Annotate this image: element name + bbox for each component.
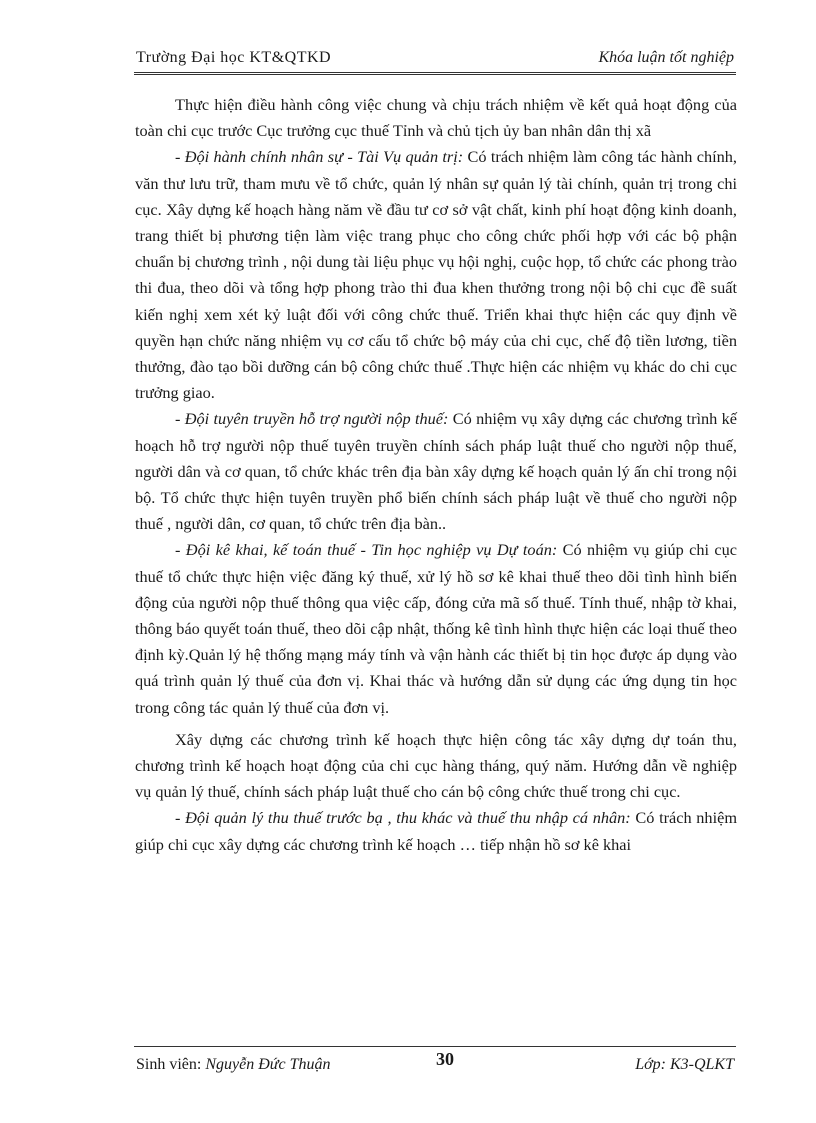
student-label: Sinh viên:: [136, 1056, 202, 1073]
document-body: [135, 92, 737, 858]
school-name: Trường Đại học KT&QTKD: [136, 49, 332, 66]
paragraph-text: Xây dựng các chương trình kế hoạch thực hiện công tác xây dựng dự toán thu, chương trình kế hoạch hoạt động của chi cục hàng tháng, quý năm. Hướng dẫn về nghiệp vụ quản lý thuế, chính sách pháp luật thuế cho cán bộ công chức thuế trong chi cục.: [135, 729, 737, 802]
page-header: [134, 46, 736, 75]
paragraph: [135, 805, 737, 857]
paragraph-lead: - Đội quản lý thu thuế trước bạ , thu khác và thuế thu nhập cá nhân:: [175, 808, 631, 828]
paragraph: [135, 406, 737, 537]
student-name: Nguyễn Đức Thuận: [205, 1056, 331, 1073]
page-number: 30: [436, 1049, 454, 1069]
page-footer: [134, 1046, 736, 1086]
paragraph-text: Có nhiệm vụ giúp chi cục thuế tổ chức thực hiện việc đăng ký thuế, xử lý hồ sơ kê khai thuế theo dõi tình hình biến động của người nộp thuế thông qua việc cấp, đóng cửa mã số thuế. Tính thuế, nhập tờ khai, thông báo quyết toán thuế, theo dõi cập nhật, thống kê tình hình thực hiện các loại thuế theo định kỳ.Quản lý hệ thống mạng máy tính và vận hành các thiết bị tin học được áp dụng vào quá trình quản lý thuế của đơn vị. Khai thác và hướng dẫn sử dụng các ứng dụng tin học trong công tác quản lý thuế của đơn vị.: [135, 540, 737, 717]
thesis-label: Khóa luận tốt nghiệp: [598, 49, 734, 66]
paragraph: [135, 92, 737, 144]
paragraph: [135, 537, 737, 720]
paragraph-text: Thực hiện điều hành công việc chung và chịu trách nhiệm về kết quả hoạt động của toàn chi cục trước Cục trưởng cục thuế Tỉnh và chủ tịch ủy ban nhân dân thị xã: [135, 95, 737, 141]
paragraph-text: Có trách nhiệm làm công tác hành chính, văn thư lưu trữ, tham mưu về tổ chức, quản lý nhân sự quản lý tài chính, quản trị trong chi cục. Xây dựng kế hoạch hàng năm về đầu tư cơ sở vật chất, kinh phí hoạt động kinh doanh, trang thiết bị phương tiện làm việc trang phục cho công chức phối hợp với các bộ phận chuẩn bị chương trình , nội dung tài liệu phục vụ hội nghị, cuộc họp, tổ chức các phong trào thi đua, theo dõi và tổng hợp phong trào thi đua khen thưởng trong nội bộ chi cục đề suất kiến nghị xem xét kỷ luật đối với công chức thuế. Triển khai thực hiện các quy định về quyền hạn chức năng nhiệm vụ cơ cấu tổ chức bộ máy của chi cục, chế độ tiền lương, tiền thưởng, đào tạo bồi dưỡng cán bộ công chức thuế .Thực hiện các nhiệm vụ khác do chi cục trưởng giao.: [135, 147, 737, 403]
paragraph: [135, 144, 737, 406]
paragraph-lead: - Đội tuyên truyền hỗ trợ người nộp thuế:: [175, 409, 449, 429]
paragraph-lead: - Đội kê khai, kế toán thuế - Tin học nghiệp vụ Dự toán:: [175, 540, 558, 560]
class-label: Lớp: K3-QLKT: [635, 1056, 734, 1073]
paragraph-text: Có trách nhiệm giúp chi cục xây dựng các chương trình kế hoạch … tiếp nhận hồ sơ kê khai: [135, 808, 737, 854]
paragraph: [135, 727, 737, 806]
paragraph-text: Có nhiệm vụ xây dựng các chương trình kế hoạch hỗ trợ người nộp thuế tuyên truyền chính sách pháp luật thuế cho người nộp thuế, người dân và cơ quan, tổ chức khác trên địa bàn xây dựng kế hoạch quản lý ấn chỉ trong nội bộ. Tổ chức thực hiện tuyên truyền phổ biến chính sách pháp luật về thuế cho người nộp thuế , người dân, cơ quan, tổ chức trên địa bàn..: [135, 409, 737, 534]
paragraph-lead: - Đội hành chính nhân sự - Tài Vụ quản trị:: [175, 147, 464, 167]
student-info: [136, 1056, 331, 1074]
